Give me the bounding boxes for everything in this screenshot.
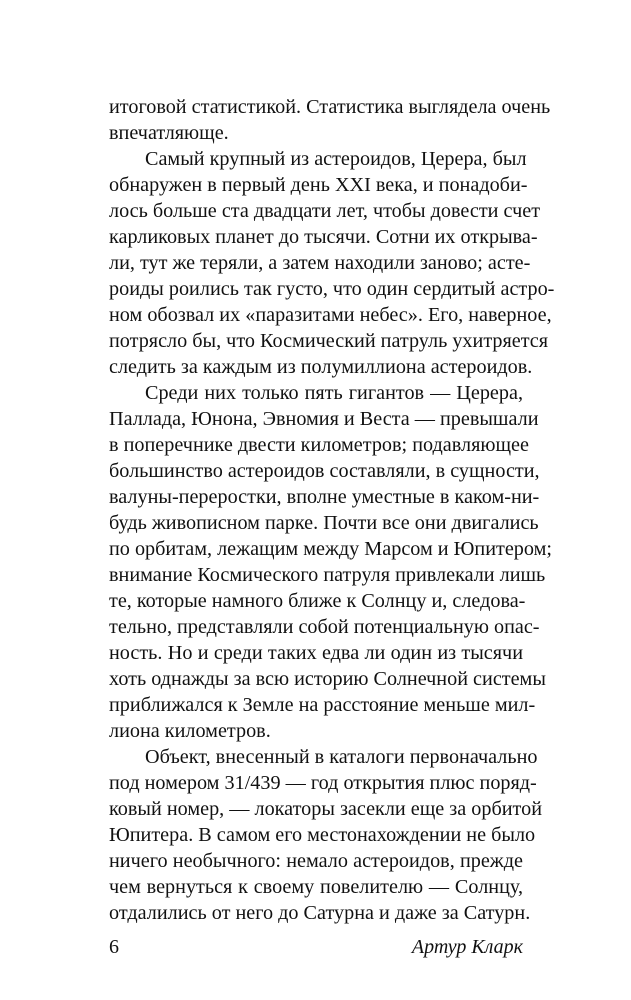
text-line: приближался к Земле на расстояние меньше мил- bbox=[109, 694, 536, 716]
text-line: потрясло бы, что Космический патруль ухитряется bbox=[109, 330, 549, 352]
text-line: итоговой статистикой. Статистика выглядела очень bbox=[109, 96, 551, 118]
text-line: под номером 31/439 — год открытия плюс поряд- bbox=[109, 772, 537, 794]
text-line: отдалились от него до Сатурна и даже за Сатурн. bbox=[109, 902, 531, 924]
text-line: ли, тут же теряли, а затем находили заново; асте- bbox=[109, 252, 531, 274]
text-line: карликовых планет до тысячи. Сотни их открыва- bbox=[109, 226, 538, 248]
text-line: лось больше ста двадцати лет, чтобы довести счет bbox=[109, 200, 541, 222]
running-footer-author: Артур Кларк bbox=[411, 936, 523, 958]
text-line: роиды роились так густо, что один сердитый астро- bbox=[109, 278, 555, 300]
text-line: хоть однажды за всю историю Солнечной системы bbox=[109, 668, 546, 690]
text-line: будь живописном парке. Почти все они двигались bbox=[109, 512, 539, 534]
text-line: обнаружен в первый день XXI века, и понадоби- bbox=[109, 174, 528, 196]
text-line: тельно, представляли собой потенциальную опас- bbox=[109, 616, 540, 638]
text-line: впечатляюще. bbox=[109, 122, 229, 144]
text-line: Юпитера. В самом его местонахождении не было bbox=[109, 824, 536, 846]
text-line: большинство астероидов составляли, в сущности, bbox=[109, 460, 540, 482]
paragraph-first-line: Среди них только пять гигантов — Церера, bbox=[145, 382, 523, 404]
text-line: валуны-переростки, вполне уместные в каком-ни- bbox=[109, 486, 540, 508]
text-line: в поперечнике двести километров; подавляющее bbox=[109, 434, 529, 456]
page-number: 6 bbox=[109, 936, 119, 958]
text-line: внимание Космического патруля привлекали лишь bbox=[109, 564, 546, 586]
text-line: ном обозвал их «паразитами небес». Его, наверное, bbox=[109, 304, 552, 326]
paragraph-first-line: Самый крупный из астероидов, Церера, был bbox=[145, 148, 527, 170]
text-line: по орбитам, лежащим между Марсом и Юпитером; bbox=[109, 538, 552, 560]
text-line: ность. Но и среди таких едва ли один из тысячи bbox=[109, 642, 523, 664]
text-line: следить за каждым из полумиллиона астероидов. bbox=[109, 356, 533, 378]
text-line: ничего необычного: немало астероидов, прежде bbox=[109, 850, 523, 872]
text-line: Паллада, Юнона, Эвномия и Веста — превышали bbox=[109, 408, 539, 430]
text-line: чем вернуться к своему повелителю — Солнцу, bbox=[109, 876, 523, 898]
text-line: ковый номер, — локаторы засекли еще за орбитой bbox=[109, 798, 542, 820]
text-line: лиона километров. bbox=[109, 720, 271, 742]
text-line: те, которые намного ближе к Солнцу и, следова- bbox=[109, 590, 526, 612]
paragraph-first-line: Объект, внесенный в каталоги первоначально bbox=[145, 746, 538, 768]
